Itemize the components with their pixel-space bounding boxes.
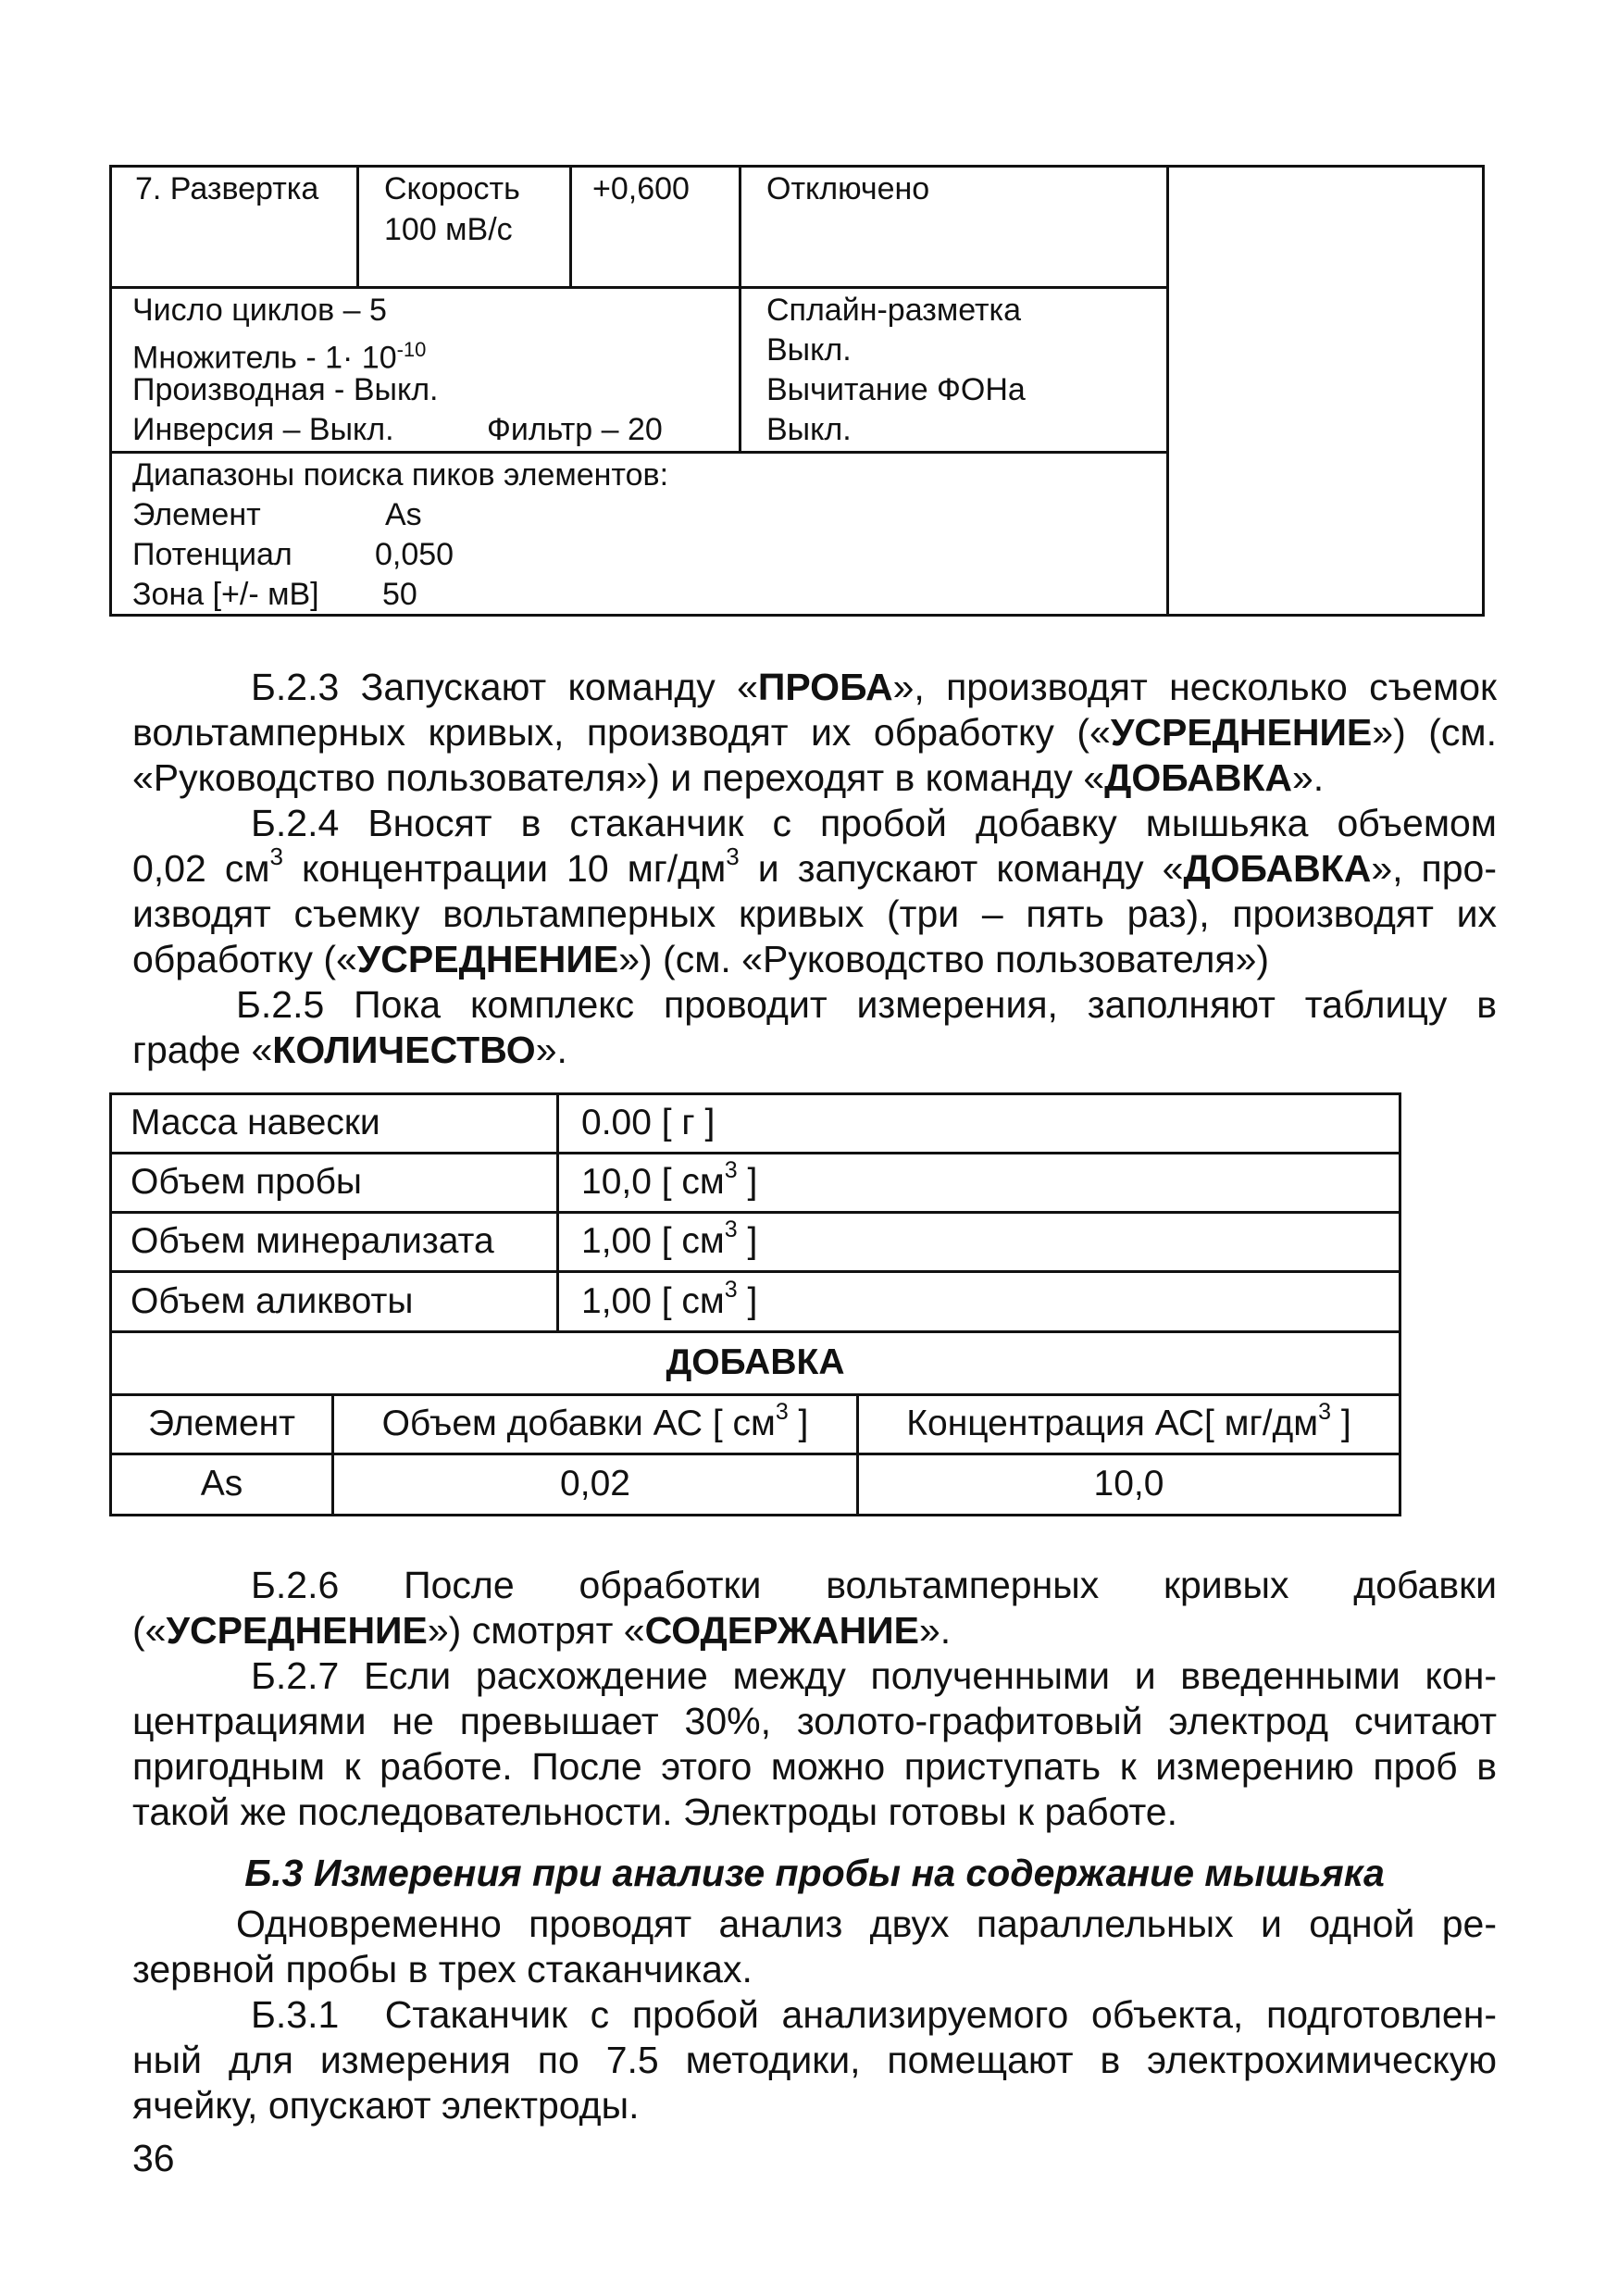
derivative-setting: Производная - Выкл.: [132, 372, 439, 407]
zone-label: Зона [+/- мВ]: [132, 577, 319, 612]
element-label: Элемент: [132, 497, 261, 532]
potential-value: +0,600: [592, 171, 690, 206]
aliquot-volume-value: 1,00 [ $см^3$ ]: [581, 1277, 758, 1321]
paragraph-b31: Б.3.1 Стаканчик с пробой анализируемого объекта, подготовлен- ный для измерения по 7.5 методики, помещают в электрохимическую ячейку, опускают электроды.: [132, 1993, 1497, 2127]
background-value: Выкл.: [766, 412, 852, 447]
spline-label: Сплайн-разметка: [766, 293, 1022, 328]
inversion-setting: Инверсия – Выкл.: [132, 412, 394, 447]
paragraph-b227: Б.2.7 Если расхождение между полученными и введенными кон- центрациями не превышает 30%, золото-графитовый электрод считают пригодным к работе. После этого можно приступать к измерению проб в такой же последовательности. Электроды готовы к работе.: [132, 1654, 1497, 1833]
additive-header: ДОБАВКА: [666, 1342, 845, 1382]
aliquot-volume-label: Объем аликвоты: [131, 1281, 414, 1321]
cycles-setting: Число циклов – 5: [132, 293, 387, 328]
data-element: As: [200, 1464, 243, 1504]
col-volume-header: Объем добавки АС [ $см^3$ ]: [381, 1399, 809, 1443]
zone-value: 50: [382, 577, 417, 612]
mass-label: Масса навески: [131, 1103, 380, 1142]
mass-value: 0.00 [ г ]: [581, 1103, 716, 1142]
parameters-table: [109, 165, 1485, 617]
col-element-header: Элемент: [147, 1404, 296, 1443]
speed-value: 100 мВ/с: [384, 212, 513, 247]
paragraph-b224: Б.2.4 Вносят в стаканчик с пробой добавку мышьяка объемом 0,02 $см^3$ концентрации 10 $мг/дм^3$ и запускают команду «ДОБАВКА», про- изводят съемку вольтамперных кривых (три – пять раз), производят их обработку («УСРЕДНЕНИЕ») (см. «Руководство пользователя»): [132, 802, 1497, 980]
background-label: Вычитание ФОНа: [766, 372, 1026, 407]
data-volume: 0,02: [560, 1464, 630, 1504]
quantity-table: [109, 1092, 1401, 1516]
paragraph-b223: Б.2.3 Запускают команду «ПРОБА», производят несколько съемок вольтамперных кривых, производят их обработку («УСРЕДНЕНИЕ») (см. «Руководство пользователя») и переходят в команду «ДОБАВКА».: [132, 666, 1497, 799]
element-value: As: [385, 497, 422, 532]
peak-ranges-title: Диапазоны поиска пиков элементов:: [132, 457, 669, 493]
section-b3-intro: Одновременно проводят анализ двух параллельных и одной ре- зервной пробы в трех стаканчиках.: [132, 1903, 1497, 1990]
filter-setting: Фильтр – 20: [487, 412, 663, 447]
table-cell: [1166, 165, 1485, 617]
potential-range-value: 0,050: [375, 537, 454, 572]
multiplier-setting: Множитель - $1\cdot 10^{-10}$: [132, 338, 427, 376]
state-value: Отключено: [766, 171, 930, 206]
page-number: 36: [132, 2137, 175, 2179]
speed-label: Скорость: [384, 171, 520, 206]
data-concentration: 10,0: [1093, 1464, 1164, 1504]
sample-volume-value: 10,0 [ $см^3$ ]: [581, 1157, 758, 1202]
mineralizate-volume-label: Объем минерализата: [131, 1221, 494, 1261]
spline-value: Выкл.: [766, 332, 852, 368]
paragraph-b226: Б.2.6 После обработки вольтамперных кривых добавки («УСРЕДНЕНИЕ») смотрят «СОДЕРЖАНИЕ».: [132, 1564, 1497, 1652]
paragraph-b225: Б.2.5 Пока комплекс проводит измерения, заполняют таблицу в графе «КОЛИЧЕСТВО».: [132, 983, 1497, 1071]
col-concentration-header: Концентрация АС[ $мг/дм^3$ ]: [906, 1399, 1351, 1443]
mineralizate-volume-value: 1,00 [ $см^3$ ]: [581, 1217, 758, 1261]
potential-label: Потенциал: [132, 537, 292, 572]
stage-label: 7. Развертка: [135, 171, 319, 206]
sample-volume-label: Объем пробы: [131, 1162, 362, 1202]
section-heading-b3: Б.3 Измерения при анализе пробы на содержание мышьяка: [244, 1852, 1385, 1894]
